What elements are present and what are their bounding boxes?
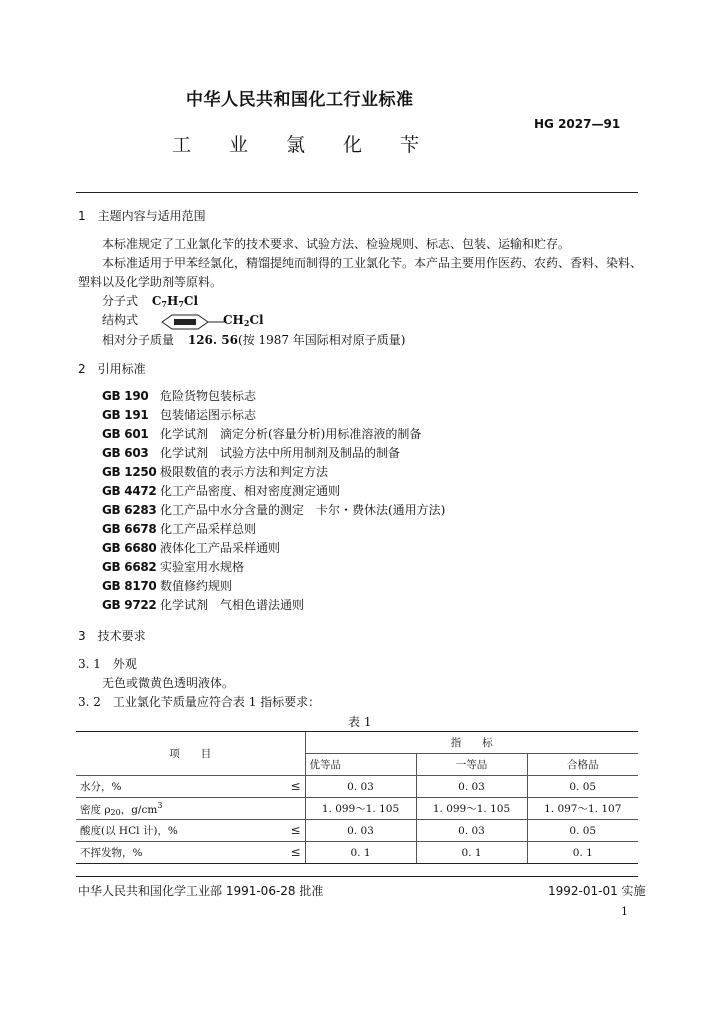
reference-title: 极限数值的表示方法和判定方法 (160, 465, 329, 479)
reference-title: 包装储运图示标志 (160, 408, 257, 422)
section32-text: 3. 2 工业氯化苄质量应符合表 1 指标要求： (78, 695, 321, 709)
section1-heading: 1 主题内容与适用范围 (78, 209, 206, 223)
section1-para2-line2: 塑料以及化学助剂等原料。 (78, 275, 223, 289)
section3-heading: 3 技术要求 (78, 629, 146, 643)
reference-title: 数值修约规则 (160, 579, 233, 593)
table-header-row (76, 732, 638, 754)
reference-item (102, 387, 256, 404)
molecular-mass-line (102, 331, 406, 350)
section1-para1: 本标准规定了工业氯化苄的技术要求、试验方法、检验规则、标志、包装、运输和贮存。 (102, 237, 571, 251)
approval-text: 中华人民共和国化学工业部 1991-06-28 批准 (78, 884, 324, 898)
grade-header: 一等品 (416, 754, 527, 776)
reference-title: 化学试剂 气相色谱法通则 (160, 598, 305, 612)
spec-table (76, 731, 638, 864)
reference-code: GB 4472 (102, 484, 157, 498)
reference-code: GB 6682 (102, 560, 157, 574)
table-row: 密度 $\rho_{20}$，$g/cm^3$ 1. 099～1. 105 1. 099～1. 105 1. 097～1. 107 (76, 798, 638, 820)
reference-item (102, 558, 244, 575)
table-caption: 表 1 (348, 715, 372, 729)
table-row: 不挥发物，% ≤ 0. 1 0. 1 0. 1 (76, 842, 638, 864)
grade-header: 合格品 (527, 754, 638, 776)
benzene-ring-icon (160, 312, 226, 332)
table-row: 水分，% ≤ 0. 03 0. 03 0. 05 (76, 776, 638, 798)
mass-note: (按 1987 年国际相对原子质量) (237, 333, 406, 347)
reference-item (102, 406, 256, 423)
reference-item (102, 539, 280, 556)
reference-code: GB 6680 (102, 541, 157, 555)
grade-header: 优等品 (305, 754, 416, 776)
table-row: 酸度(以 HCl 计)，% ≤ 0. 03 0. 03 0. 05 (76, 820, 638, 842)
section2-heading: 2 引用标准 (78, 362, 146, 376)
reference-title: 化工产品中水分含量的测定 卡尔・费休法(通用方法) (160, 503, 446, 517)
reference-title: 危险货物包装标志 (160, 389, 257, 403)
reference-code: GB 191 (102, 408, 149, 422)
reference-title: 实验室用水规格 (160, 560, 245, 574)
mass-value: 126. 56 (187, 333, 238, 347)
reference-code: GB 603 (102, 446, 149, 460)
reference-code: GB 190 (102, 389, 149, 403)
reference-title: 液体化工产品采样通则 (160, 541, 281, 555)
section1-para2-line1: 本标准适用于甲苯经氯化，精馏提纯而制得的工业氯化苄。本产品主要用作医药、农药、香料、染料、 (102, 256, 643, 270)
reference-item (102, 425, 421, 442)
product-title-char: 氯 (286, 134, 306, 156)
reference-item (102, 596, 304, 613)
product-title-char: 苄 (400, 134, 420, 156)
section31-heading: 3. 1 外观 (78, 657, 137, 671)
item-header: 项 目 (76, 732, 305, 776)
reference-item (102, 501, 445, 518)
reference-item (102, 482, 340, 499)
reference-code: GB 9722 (102, 598, 157, 612)
implementation-text: 1992-01-01 实施 (548, 884, 646, 898)
reference-item (102, 577, 232, 594)
molecular-formula: $C_7H_7Cl$ (151, 294, 199, 309)
reference-title: 化学试剂 滴定分析(容量分析)用标准溶液的制备 (160, 427, 422, 441)
reference-code: GB 6283 (102, 503, 157, 517)
header-rule (76, 192, 638, 193)
reference-title: 化学试剂 试验方法中所用制剂及制品的制备 (160, 446, 401, 460)
reference-title: 化工产品密度、相对密度测定通则 (160, 484, 341, 498)
standard-title: 中华人民共和国化工行业标准 (186, 90, 414, 110)
structure-group: $CH_2Cl$ (223, 313, 264, 328)
reference-code: GB 1250 (102, 465, 157, 479)
product-title-char: 工 (172, 134, 192, 156)
page-number: 1 (621, 905, 628, 918)
reference-title: 化工产品采样总则 (160, 522, 257, 536)
mass-label: 相对分子质量 (102, 333, 175, 347)
reference-item (102, 463, 328, 480)
structure-label: 结构式 (102, 313, 139, 327)
reference-code: GB 6678 (102, 522, 157, 536)
product-title-char: 业 (229, 134, 249, 156)
reference-code: GB 601 (102, 427, 149, 441)
footer-rule (76, 876, 638, 877)
standard-code: HG 2027—91 (534, 117, 621, 131)
reference-code: GB 8170 (102, 579, 157, 593)
index-header: 指 标 (305, 732, 638, 754)
reference-item (102, 444, 400, 461)
formula-label: 分子式 (102, 294, 139, 308)
section31-text: 无色或微黄色透明液体。 (102, 676, 235, 690)
product-title-char: 化 (343, 134, 363, 156)
reference-item (102, 520, 256, 537)
